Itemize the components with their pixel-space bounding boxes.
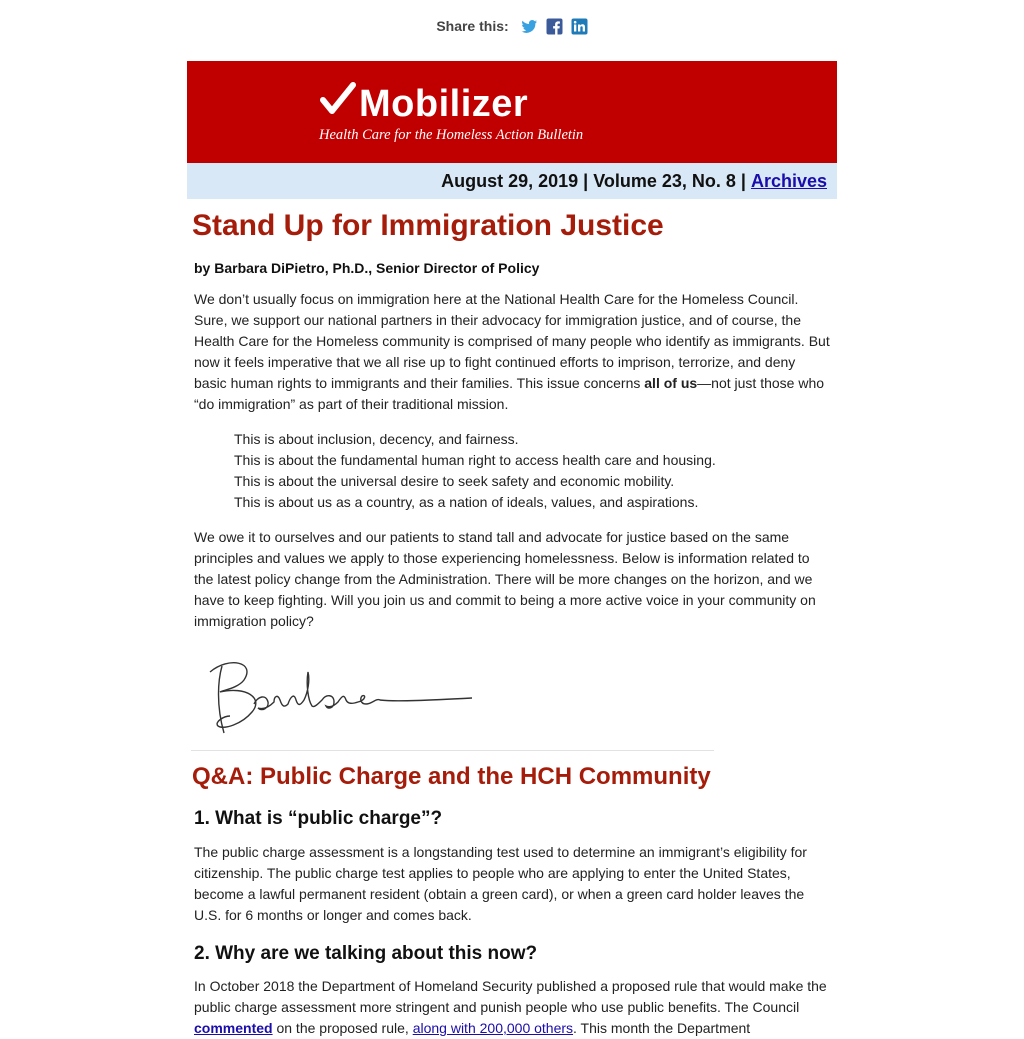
values-item: This is about inclusion, decency, and fairness.: [234, 431, 519, 447]
linkedin-icon[interactable]: [571, 18, 588, 35]
section-divider: [191, 750, 714, 751]
header-banner: [187, 61, 837, 163]
share-icons: [521, 18, 588, 35]
answer-2-text-mid: on the proposed rule,: [272, 1020, 413, 1036]
archives-link[interactable]: Archives: [750, 170, 827, 191]
newsletter: [187, 61, 837, 1039]
share-label: Share this:: [436, 17, 509, 34]
issue-info: August 29, 2019 | Volume 23, No. 8 |: [441, 170, 746, 191]
others-link[interactable]: along with 200,000 others: [412, 1020, 574, 1036]
call-to-action-paragraph: We owe it to ourselves and our patients to stand tall and advocate for justice based on the same principles and values we apply to those experiencing homelessness. Below is information related to the latest policy change from the Administration. There will be more changes on the horizon, and we have to keep fighting. Will you join us and commit to being a more active voice in your community on immigration policy?: [194, 529, 816, 629]
values-item: This is about the fundamental human right to access health care and housing.: [234, 452, 716, 468]
qa-heading: Q&A: Public Charge and the HCH Community: [192, 763, 711, 790]
question-1: 1. What is “public charge”?: [194, 808, 443, 829]
article-title: Stand Up for Immigration Justice: [192, 209, 664, 242]
share-bar: [0, 18, 1024, 35]
answer-1: The public charge assessment is a longstanding test used to determine an immigrant’s eligibility for citizenship. The public charge test applies to people who are applying to enter the United States, become a lawful permanent resident (obtain a green card), or when a green card holder leaves the U.S. for 6 months or longer and comes back.: [194, 844, 807, 923]
question-2: 2. Why are we talking about this now?: [194, 943, 538, 964]
intro-text-end: —not just those who “do immigration” as part of their traditional mission.: [194, 375, 825, 412]
answer-2: [194, 976, 830, 1039]
signature-image: [194, 650, 474, 738]
answer-2-text-end: . This month the Department: [573, 1020, 751, 1036]
signature: [194, 650, 830, 738]
values-list: [234, 429, 830, 513]
checkmark-icon: [320, 81, 356, 117]
values-item: This is about us as a country, as a nation of ideals, values, and aspirations.: [234, 494, 699, 510]
intro-text-start: We don’t usually focus on immigration here at the National Health Care for the Homeless Council. Sure, we support our national partners in their advocacy for immigration justice, and of course, the Health Care for the Homeless community is comprised of many people who identify as immigrants. But now it feels imperative that we all rise up to fight continued efforts to imprison, terrorize, and deny basic human rights to immigrants and their families. This issue concerns: [194, 291, 830, 391]
facebook-icon[interactable]: [546, 18, 563, 35]
article-body: [187, 260, 837, 1039]
intro-paragraph: [194, 289, 830, 415]
commented-link[interactable]: commented: [194, 1020, 273, 1036]
byline: by Barbara DiPietro, Ph.D., Senior Director of Policy: [194, 260, 540, 276]
answer-2-text-start: In October 2018 the Department of Homeland Security published a proposed rule that would make the public charge assessment more stringent and punish people who use public benefits. The Council: [194, 978, 827, 1015]
intro-emphasis: all of us: [644, 375, 698, 391]
twitter-icon[interactable]: [521, 18, 538, 35]
tagline: Health Care for the Homeless Action Bulletin: [319, 127, 584, 143]
logo-text: Mobilizer: [359, 83, 529, 125]
issue-bar: [187, 163, 837, 199]
values-item: This is about the universal desire to seek safety and economic mobility.: [234, 473, 675, 489]
